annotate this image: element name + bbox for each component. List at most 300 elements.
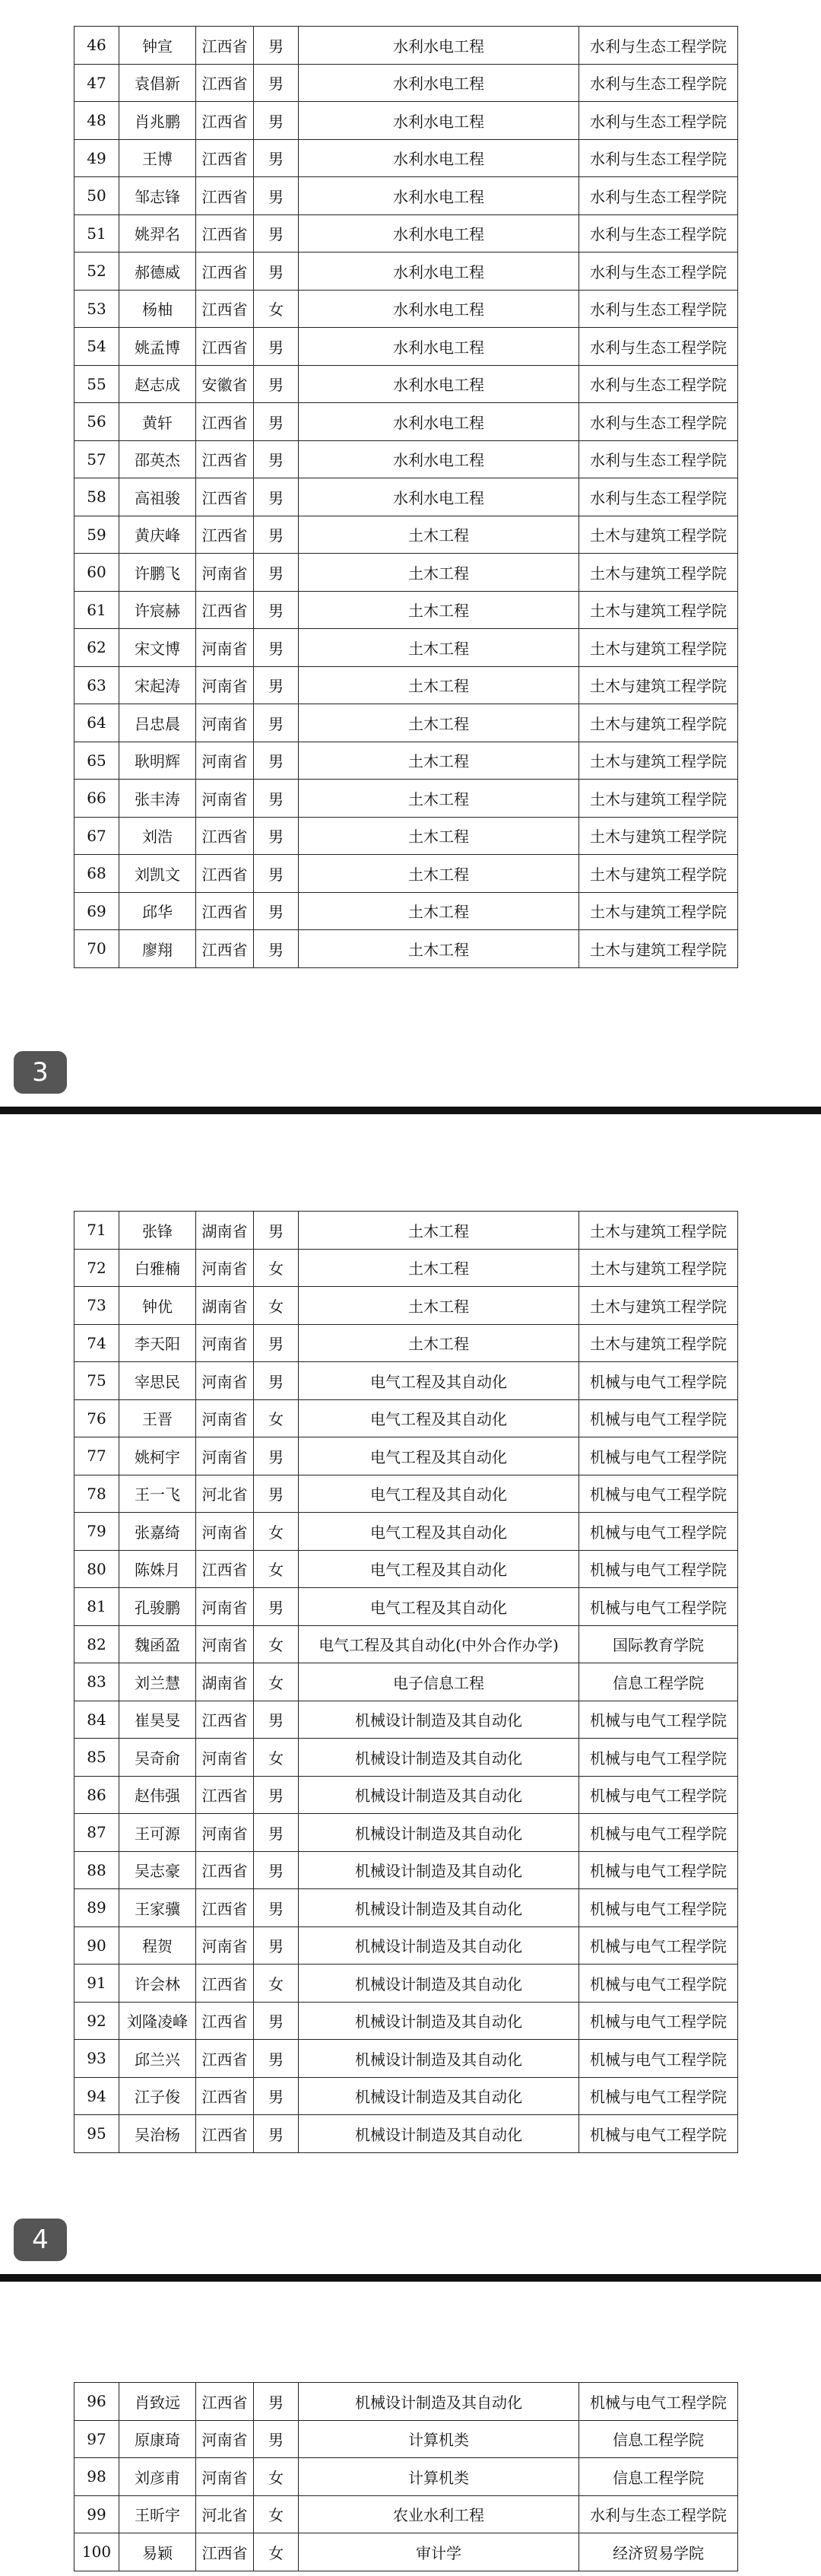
cell-gender: 男 <box>254 253 299 291</box>
cell-college: 信息工程学院 <box>579 2420 738 2458</box>
cell-name: 张锋 <box>119 1212 196 1250</box>
cell-province: 江西省 <box>196 102 254 140</box>
cell-province: 河南省 <box>196 2420 254 2458</box>
cell-gender: 女 <box>254 1513 299 1551</box>
cell-number: 90 <box>74 1926 119 1965</box>
cell-college: 土木与建筑工程学院 <box>579 1212 738 1250</box>
table-row <box>74 554 738 592</box>
cell-number: 82 <box>74 1625 119 1663</box>
cell-number: 97 <box>74 2420 119 2458</box>
cell-major: 土木工程 <box>299 817 579 855</box>
cell-major: 水利水电工程 <box>299 64 579 102</box>
cell-gender: 男 <box>254 1588 299 1626</box>
cell-province: 河南省 <box>196 2458 254 2496</box>
cell-province: 江西省 <box>196 817 254 855</box>
cell-major: 土木工程 <box>299 666 579 704</box>
cell-major: 土木工程 <box>299 516 579 554</box>
cell-major: 电气工程及其自动化 <box>299 1437 579 1475</box>
cell-name: 肖兆鹏 <box>119 102 196 140</box>
cell-number: 62 <box>74 629 119 667</box>
cell-name: 肖致远 <box>119 2383 196 2421</box>
cell-major: 土木工程 <box>299 930 579 968</box>
cell-major: 水利水电工程 <box>299 403 579 441</box>
cell-province: 江西省 <box>196 2533 254 2571</box>
cell-number: 72 <box>74 1249 119 1287</box>
cell-major: 水利水电工程 <box>299 290 579 328</box>
cell-name: 杨柚 <box>119 290 196 328</box>
cell-major: 机械设计制造及其自动化 <box>299 2040 579 2078</box>
cell-gender: 男 <box>254 1889 299 1927</box>
table-row <box>74 177 738 215</box>
cell-college: 机械与电气工程学院 <box>579 1362 738 1400</box>
cell-province: 河南省 <box>196 1249 254 1287</box>
cell-name: 吴志豪 <box>119 1851 196 1889</box>
cell-college: 水利与生态工程学院 <box>579 139 738 177</box>
cell-province: 江西省 <box>196 1550 254 1588</box>
cell-province: 江西省 <box>196 855 254 893</box>
cell-number: 78 <box>74 1475 119 1513</box>
cell-number: 88 <box>74 1851 119 1889</box>
cell-major: 机械设计制造及其自动化 <box>299 1701 579 1739</box>
cell-name: 张丰涛 <box>119 780 196 818</box>
cell-name: 刘浩 <box>119 817 196 855</box>
cell-major: 水利水电工程 <box>299 365 579 403</box>
cell-college: 水利与生态工程学院 <box>579 290 738 328</box>
cell-major: 电气工程及其自动化 <box>299 1399 579 1437</box>
cell-province: 河南省 <box>196 1739 254 1777</box>
table-row <box>74 2458 738 2496</box>
cell-gender: 男 <box>254 742 299 780</box>
cell-major: 电气工程及其自动化 <box>299 1475 579 1513</box>
cell-number: 71 <box>74 1212 119 1250</box>
cell-province: 江西省 <box>196 1965 254 2003</box>
cell-major: 土木工程 <box>299 554 579 592</box>
cell-name: 程贺 <box>119 1926 196 1965</box>
cell-gender: 男 <box>254 855 299 893</box>
table-row <box>74 1287 738 1325</box>
cell-province: 江西省 <box>196 214 254 253</box>
cell-college: 水利与生态工程学院 <box>579 2495 738 2533</box>
cell-number: 68 <box>74 855 119 893</box>
cell-name: 李天阳 <box>119 1324 196 1362</box>
cell-province: 河南省 <box>196 1437 254 1475</box>
cell-college: 机械与电气工程学院 <box>579 1588 738 1626</box>
table-row <box>74 1475 738 1513</box>
cell-number: 65 <box>74 742 119 780</box>
page-number-badge: 3 <box>14 1051 67 1094</box>
cell-major: 水利水电工程 <box>299 139 579 177</box>
cell-major: 土木工程 <box>299 1324 579 1362</box>
cell-number: 58 <box>74 478 119 516</box>
cell-gender: 男 <box>254 440 299 478</box>
cell-college: 土木与建筑工程学院 <box>579 516 738 554</box>
cell-province: 江西省 <box>196 2077 254 2115</box>
table-row <box>74 1212 738 1250</box>
cell-major: 土木工程 <box>299 1249 579 1287</box>
cell-college: 水利与生态工程学院 <box>579 214 738 253</box>
table-row <box>74 2115 738 2153</box>
table-row <box>74 855 738 893</box>
table-row <box>74 365 738 403</box>
cell-number: 53 <box>74 290 119 328</box>
cell-gender: 男 <box>254 27 299 65</box>
cell-province: 江西省 <box>196 1776 254 1814</box>
cell-college: 土木与建筑工程学院 <box>579 742 738 780</box>
cell-college: 机械与电气工程学院 <box>579 1926 738 1965</box>
cell-province: 江西省 <box>196 2040 254 2078</box>
cell-province: 河南省 <box>196 1625 254 1663</box>
cell-province: 江西省 <box>196 403 254 441</box>
cell-name: 姚柯宇 <box>119 1437 196 1475</box>
cell-name: 耿明辉 <box>119 742 196 780</box>
cell-number: 60 <box>74 554 119 592</box>
cell-gender: 女 <box>254 1965 299 2003</box>
cell-major: 电气工程及其自动化 <box>299 1550 579 1588</box>
cell-major: 机械设计制造及其自动化 <box>299 1926 579 1965</box>
cell-name: 廖翔 <box>119 930 196 968</box>
cell-name: 王可源 <box>119 1814 196 1852</box>
cell-gender: 男 <box>254 2115 299 2153</box>
table-row <box>74 591 738 629</box>
cell-major: 机械设计制造及其自动化 <box>299 2383 579 2421</box>
cell-gender: 男 <box>254 1212 299 1250</box>
cell-province: 江西省 <box>196 1851 254 1889</box>
cell-province: 江西省 <box>196 2383 254 2421</box>
cell-province: 河南省 <box>196 742 254 780</box>
cell-name: 王昕宇 <box>119 2495 196 2533</box>
cell-number: 91 <box>74 1965 119 2003</box>
page-number-badge: 4 <box>14 2219 67 2261</box>
cell-number: 86 <box>74 1776 119 1814</box>
cell-college: 土木与建筑工程学院 <box>579 892 738 930</box>
cell-gender: 女 <box>254 1287 299 1325</box>
cell-major: 机械设计制造及其自动化 <box>299 2115 579 2153</box>
table-row <box>74 1513 738 1551</box>
page-divider <box>0 2274 821 2282</box>
cell-college: 水利与生态工程学院 <box>579 64 738 102</box>
cell-college: 机械与电气工程学院 <box>579 2040 738 2078</box>
cell-gender: 女 <box>254 290 299 328</box>
cell-college: 机械与电气工程学院 <box>579 1513 738 1551</box>
cell-name: 易颖 <box>119 2533 196 2571</box>
table-row <box>74 704 738 742</box>
cell-gender: 男 <box>254 2040 299 2078</box>
cell-college: 信息工程学院 <box>579 2458 738 2496</box>
cell-college: 机械与电气工程学院 <box>579 1814 738 1852</box>
cell-name: 江子俊 <box>119 2077 196 2115</box>
table-row <box>74 1814 738 1852</box>
cell-major: 土木工程 <box>299 704 579 742</box>
cell-gender: 男 <box>254 478 299 516</box>
cell-number: 79 <box>74 1513 119 1551</box>
cell-major: 土木工程 <box>299 629 579 667</box>
table-row <box>74 64 738 102</box>
cell-gender: 男 <box>254 177 299 215</box>
cell-province: 安徽省 <box>196 365 254 403</box>
cell-province: 河南省 <box>196 666 254 704</box>
cell-province: 河南省 <box>196 1362 254 1400</box>
cell-gender: 男 <box>254 1814 299 1852</box>
cell-gender: 女 <box>254 2533 299 2571</box>
cell-province: 江西省 <box>196 1889 254 1927</box>
cell-number: 77 <box>74 1437 119 1475</box>
cell-major: 水利水电工程 <box>299 102 579 140</box>
cell-major: 电子信息工程 <box>299 1663 579 1701</box>
cell-number: 99 <box>74 2495 119 2533</box>
cell-major: 水利水电工程 <box>299 253 579 291</box>
cell-college: 经济贸易学院 <box>579 2533 738 2571</box>
cell-major: 电气工程及其自动化 <box>299 1513 579 1551</box>
cell-province: 江西省 <box>196 328 254 366</box>
cell-major: 机械设计制造及其自动化 <box>299 1851 579 1889</box>
cell-name: 赵志成 <box>119 365 196 403</box>
cell-gender: 女 <box>254 1249 299 1287</box>
cell-number: 48 <box>74 102 119 140</box>
cell-name: 原康琦 <box>119 2420 196 2458</box>
cell-gender: 男 <box>254 666 299 704</box>
table-row <box>74 2533 738 2571</box>
cell-gender: 男 <box>254 2420 299 2458</box>
cell-gender: 男 <box>254 2002 299 2040</box>
cell-gender: 男 <box>254 365 299 403</box>
cell-major: 机械设计制造及其自动化 <box>299 1739 579 1777</box>
cell-number: 55 <box>74 365 119 403</box>
cell-major: 土木工程 <box>299 591 579 629</box>
table-row <box>74 742 738 780</box>
cell-gender: 男 <box>254 780 299 818</box>
cell-number: 52 <box>74 253 119 291</box>
cell-province: 湖南省 <box>196 1663 254 1701</box>
cell-number: 80 <box>74 1550 119 1588</box>
cell-gender: 男 <box>254 2383 299 2421</box>
cell-major: 土木工程 <box>299 1212 579 1250</box>
cell-name: 宋文博 <box>119 629 196 667</box>
cell-name: 刘隆凌峰 <box>119 2002 196 2040</box>
cell-college: 机械与电气工程学院 <box>579 2077 738 2115</box>
table-row <box>74 253 738 291</box>
table-row <box>74 1701 738 1739</box>
cell-gender: 男 <box>254 1776 299 1814</box>
cell-gender: 男 <box>254 1324 299 1362</box>
table-row <box>74 2040 738 2078</box>
cell-major: 机械设计制造及其自动化 <box>299 2002 579 2040</box>
cell-number: 66 <box>74 780 119 818</box>
cell-name: 袁倡新 <box>119 64 196 102</box>
cell-number: 69 <box>74 892 119 930</box>
cell-number: 93 <box>74 2040 119 2078</box>
table-row <box>74 1362 738 1400</box>
cell-name: 刘兰慧 <box>119 1663 196 1701</box>
cell-province: 河南省 <box>196 1814 254 1852</box>
cell-province: 河南省 <box>196 1324 254 1362</box>
table-page-section-3 <box>74 2382 737 2571</box>
table-row <box>74 1851 738 1889</box>
page-divider <box>0 1107 821 1114</box>
cell-name: 刘彦甫 <box>119 2458 196 2496</box>
table-row <box>74 27 738 65</box>
cell-name: 姚羿名 <box>119 214 196 253</box>
cell-province: 江西省 <box>196 591 254 629</box>
table-row <box>74 629 738 667</box>
cell-gender: 男 <box>254 214 299 253</box>
cell-province: 江西省 <box>196 516 254 554</box>
cell-name: 许宸赫 <box>119 591 196 629</box>
table-row <box>74 1663 738 1701</box>
table-row <box>74 214 738 253</box>
cell-gender: 男 <box>254 328 299 366</box>
cell-number: 76 <box>74 1399 119 1437</box>
cell-province: 河南省 <box>196 1588 254 1626</box>
cell-province: 江西省 <box>196 64 254 102</box>
cell-number: 89 <box>74 1889 119 1927</box>
cell-college: 信息工程学院 <box>579 1663 738 1701</box>
cell-name: 魏函盈 <box>119 1625 196 1663</box>
cell-college: 水利与生态工程学院 <box>579 177 738 215</box>
cell-number: 74 <box>74 1324 119 1362</box>
cell-college: 机械与电气工程学院 <box>579 1776 738 1814</box>
cell-province: 江西省 <box>196 930 254 968</box>
cell-gender: 男 <box>254 1851 299 1889</box>
cell-number: 57 <box>74 440 119 478</box>
cell-college: 机械与电气工程学院 <box>579 1965 738 2003</box>
cell-number: 87 <box>74 1814 119 1852</box>
table-row <box>74 1588 738 1626</box>
table-row <box>74 2383 738 2421</box>
cell-major: 水利水电工程 <box>299 440 579 478</box>
table-row <box>74 892 738 930</box>
cell-college: 机械与电气工程学院 <box>579 1550 738 1588</box>
cell-college: 机械与电气工程学院 <box>579 2383 738 2421</box>
cell-gender: 男 <box>254 629 299 667</box>
cell-major: 水利水电工程 <box>299 27 579 65</box>
cell-college: 土木与建筑工程学院 <box>579 1324 738 1362</box>
table-row <box>74 1625 738 1663</box>
cell-name: 邱兰兴 <box>119 2040 196 2078</box>
cell-major: 水利水电工程 <box>299 478 579 516</box>
cell-gender: 男 <box>254 2077 299 2115</box>
table-row <box>74 1965 738 2003</box>
cell-college: 机械与电气工程学院 <box>579 2002 738 2040</box>
student-table <box>74 26 738 968</box>
cell-gender: 男 <box>254 930 299 968</box>
cell-college: 水利与生态工程学院 <box>579 27 738 65</box>
table-row <box>74 440 738 478</box>
cell-college: 土木与建筑工程学院 <box>579 1249 738 1287</box>
cell-province: 江西省 <box>196 2115 254 2153</box>
cell-name: 崔昊旻 <box>119 1701 196 1739</box>
cell-major: 水利水电工程 <box>299 214 579 253</box>
cell-major: 审计学 <box>299 2533 579 2571</box>
cell-province: 河北省 <box>196 1475 254 1513</box>
cell-major: 电气工程及其自动化 <box>299 1588 579 1626</box>
cell-college: 国际教育学院 <box>579 1625 738 1663</box>
cell-number: 98 <box>74 2458 119 2496</box>
cell-college: 水利与生态工程学院 <box>579 253 738 291</box>
cell-province: 河南省 <box>196 554 254 592</box>
cell-number: 46 <box>74 27 119 65</box>
student-table <box>74 2382 738 2571</box>
cell-province: 江西省 <box>196 253 254 291</box>
cell-name: 黄轩 <box>119 403 196 441</box>
cell-gender: 男 <box>254 1926 299 1965</box>
table-row <box>74 139 738 177</box>
cell-province: 河南省 <box>196 704 254 742</box>
cell-college: 土木与建筑工程学院 <box>579 591 738 629</box>
cell-number: 95 <box>74 2115 119 2153</box>
table-row <box>74 2002 738 2040</box>
cell-major: 计算机类 <box>299 2458 579 2496</box>
cell-name: 王家骥 <box>119 1889 196 1927</box>
cell-gender: 男 <box>254 64 299 102</box>
cell-gender: 男 <box>254 403 299 441</box>
cell-province: 江西省 <box>196 478 254 516</box>
cell-major: 机械设计制造及其自动化 <box>299 1814 579 1852</box>
cell-gender: 女 <box>254 1663 299 1701</box>
table-page-section-2 <box>74 1211 737 2153</box>
cell-gender: 男 <box>254 1437 299 1475</box>
cell-province: 江西省 <box>196 892 254 930</box>
cell-name: 钟宣 <box>119 27 196 65</box>
cell-major: 土木工程 <box>299 1287 579 1325</box>
cell-number: 50 <box>74 177 119 215</box>
cell-name: 宰思民 <box>119 1362 196 1400</box>
cell-name: 宋起涛 <box>119 666 196 704</box>
cell-gender: 女 <box>254 1739 299 1777</box>
cell-name: 张嘉绮 <box>119 1513 196 1551</box>
cell-gender: 男 <box>254 704 299 742</box>
cell-major: 电气工程及其自动化(中外合作办学) <box>299 1625 579 1663</box>
cell-college: 机械与电气工程学院 <box>579 1889 738 1927</box>
cell-number: 96 <box>74 2383 119 2421</box>
cell-name: 邵英杰 <box>119 440 196 478</box>
cell-college: 土木与建筑工程学院 <box>579 855 738 893</box>
cell-college: 土木与建筑工程学院 <box>579 554 738 592</box>
cell-college: 水利与生态工程学院 <box>579 403 738 441</box>
cell-college: 机械与电气工程学院 <box>579 1399 738 1437</box>
cell-number: 67 <box>74 817 119 855</box>
cell-province: 江西省 <box>196 290 254 328</box>
table-row <box>74 403 738 441</box>
cell-name: 王一飞 <box>119 1475 196 1513</box>
cell-province: 江西省 <box>196 2002 254 2040</box>
cell-province: 河南省 <box>196 780 254 818</box>
cell-major: 农业水利工程 <box>299 2495 579 2533</box>
cell-name: 邹志锋 <box>119 177 196 215</box>
table-page-section-1 <box>74 26 737 968</box>
cell-college: 水利与生态工程学院 <box>579 478 738 516</box>
cell-major: 土木工程 <box>299 855 579 893</box>
cell-major: 水利水电工程 <box>299 177 579 215</box>
cell-name: 白雅楠 <box>119 1249 196 1287</box>
cell-name: 钟优 <box>119 1287 196 1325</box>
cell-province: 江西省 <box>196 1701 254 1739</box>
cell-major: 电气工程及其自动化 <box>299 1362 579 1400</box>
table-row <box>74 2420 738 2458</box>
cell-number: 56 <box>74 403 119 441</box>
cell-name: 黄庆峰 <box>119 516 196 554</box>
cell-number: 85 <box>74 1739 119 1777</box>
table-row <box>74 1249 738 1287</box>
cell-number: 81 <box>74 1588 119 1626</box>
cell-college: 水利与生态工程学院 <box>579 102 738 140</box>
cell-gender: 男 <box>254 102 299 140</box>
cell-name: 许会林 <box>119 1965 196 2003</box>
cell-number: 73 <box>74 1287 119 1325</box>
cell-college: 土木与建筑工程学院 <box>579 704 738 742</box>
cell-college: 机械与电气工程学院 <box>579 2115 738 2153</box>
cell-province: 河北省 <box>196 2495 254 2533</box>
cell-number: 100 <box>74 2533 119 2571</box>
